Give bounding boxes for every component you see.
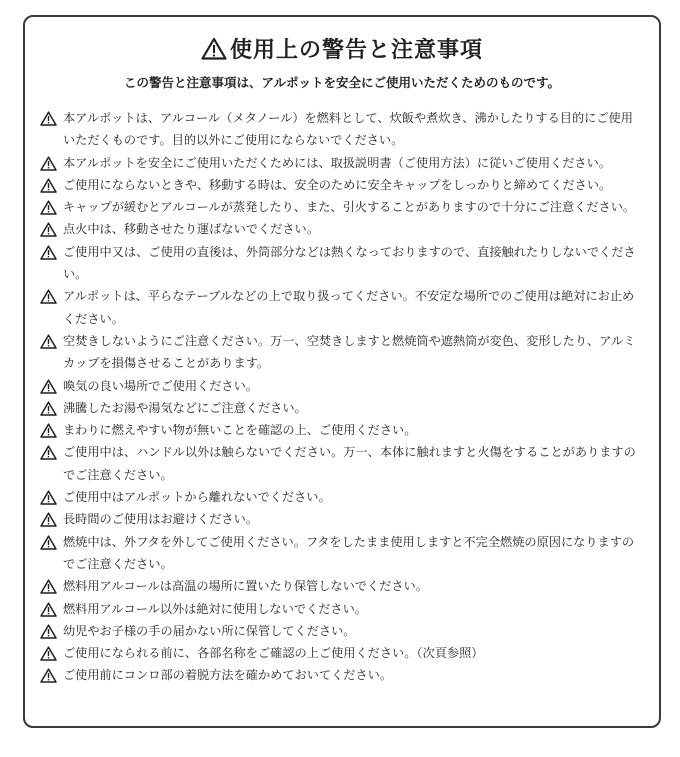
- warning-triangle-icon: [40, 646, 57, 661]
- warning-item: [37, 241, 645, 286]
- warning-triangle-icon: [40, 624, 57, 639]
- warning-triangle-icon: [40, 668, 57, 683]
- warning-item: [37, 419, 645, 441]
- warning-item: [37, 664, 645, 686]
- warning-triangle-icon: [40, 535, 57, 550]
- warning-triangle-icon: [40, 178, 57, 193]
- warning-item: [37, 174, 645, 196]
- warning-triangle-icon: [201, 37, 227, 60]
- warning-item-text: 燃料用アルコールは高温の場所に置いたり保管しないでください。: [63, 579, 428, 594]
- warning-item-text: 喚気の良い場所でご使用ください。: [63, 378, 258, 393]
- warning-triangle-icon: [40, 156, 57, 171]
- warning-item-text: 燃焼中は、外フタを外してご使用ください。フタをしたまま使用しますと不完全燃焼の原因になりますのでご注意ください。: [63, 534, 635, 571]
- warning-item: [37, 575, 645, 597]
- warning-item-text: ご使用中又は、ご使用の直後は、外筒部分などは熱くなっておりますので、直接触れたりしないでください。: [63, 244, 636, 282]
- warning-item-text: ご使用中は、ハンドル以外は触らないでください。万一、本体に触れますと火傷をすることがありますのでご注意ください。: [63, 445, 636, 482]
- warning-triangle-icon: [40, 602, 57, 617]
- warning-item-text: キャップが緩むとアルコールが蒸発したり、また、引火することがありますので十分にご注意ください。: [63, 200, 636, 215]
- warning-item: [37, 196, 645, 218]
- page-title: [25, 37, 659, 65]
- warning-item-text: まわりに燃えやすい物が無いことを確認の上、ご使用ください。: [63, 423, 417, 438]
- warning-item-text: ご使用にならないときや、移動する時は、安全のために安全キャップをしっかりと締めてください。: [63, 177, 612, 192]
- warning-triangle-icon: [40, 579, 57, 594]
- warning-triangle-icon: [40, 334, 57, 349]
- warning-item: [37, 531, 645, 576]
- warning-item: [37, 218, 645, 240]
- warning-triangle-icon: [40, 222, 57, 237]
- warning-item-text: 本アルポットを安全にご使用いただくためには、取扱説明書（ご使用方法）に従いご使用ください。: [63, 155, 611, 170]
- warning-item-text: 空焚きしないようにご注意ください。万一、空焚きしますと燃焼筒や遮熱筒が変色、変形したり、アルミカップを損傷させることがあります。: [63, 333, 636, 371]
- warning-item-text: ご使用前にコンロ部の着脱方法を確かめておいてください。: [63, 668, 393, 683]
- warning-item-text: ご使用中はアルポットから離れないでください。: [63, 490, 331, 505]
- warning-item: [37, 375, 645, 397]
- warning-item-text: 幼児やお子様の手の届かない所に保管してください。: [63, 623, 356, 638]
- warning-item-text: アルポットは、平らなテーブルなどの上で取り扱ってください。不安定な場所でのご使用は絶対にお止めください。: [63, 289, 635, 326]
- warning-item: [37, 620, 645, 642]
- warning-item-text: 燃料用アルコール以外は絶対に使用しないでください。: [63, 601, 367, 616]
- warning-list: [37, 107, 645, 687]
- warning-triangle-icon: [40, 490, 57, 505]
- page-subtitle: この警告と注意事項は、アルポットを安全にご使用いただくためのものです。: [123, 75, 560, 90]
- warning-triangle-icon: [40, 245, 57, 260]
- warning-triangle-icon: [40, 512, 57, 527]
- warning-item-text: ご使用になられる前に、各部名称をご確認の上ご使用ください。（次頁参照）: [63, 646, 484, 661]
- warning-item: [37, 107, 645, 152]
- warning-item: [37, 598, 645, 620]
- warning-panel: [23, 15, 661, 728]
- warning-item-text: 沸騰したお湯や湯気などにご注意ください。: [63, 400, 307, 415]
- warning-item: [37, 441, 645, 486]
- warning-triangle-icon: [40, 289, 57, 304]
- warning-triangle-icon: [40, 379, 57, 394]
- warning-item: [37, 486, 645, 508]
- warning-item: [37, 285, 645, 330]
- warning-item: [37, 397, 645, 419]
- warning-triangle-icon: [40, 111, 57, 126]
- warning-item-text: 本アルポットは、アルコール（メタノール）を燃料として、炊飯や煮炊き、沸かしたりする目的にご使用いただくものです。目的以外にご使用にならないでください。: [63, 111, 633, 148]
- warning-triangle-icon: [40, 401, 57, 416]
- warning-item: [37, 642, 645, 664]
- warning-item-text: 長時間のご使用はお避けください。: [63, 512, 258, 527]
- warning-item: [37, 330, 645, 375]
- warning-item: [37, 508, 645, 530]
- warning-triangle-icon: [40, 423, 57, 438]
- warning-item-text: 点火中は、移動させたり運ばないでください。: [63, 222, 319, 237]
- warning-triangle-icon: [40, 200, 57, 215]
- page-title-text: 使用上の警告と注意事項: [229, 38, 483, 63]
- warning-triangle-icon: [40, 445, 57, 460]
- warning-item: [37, 152, 645, 174]
